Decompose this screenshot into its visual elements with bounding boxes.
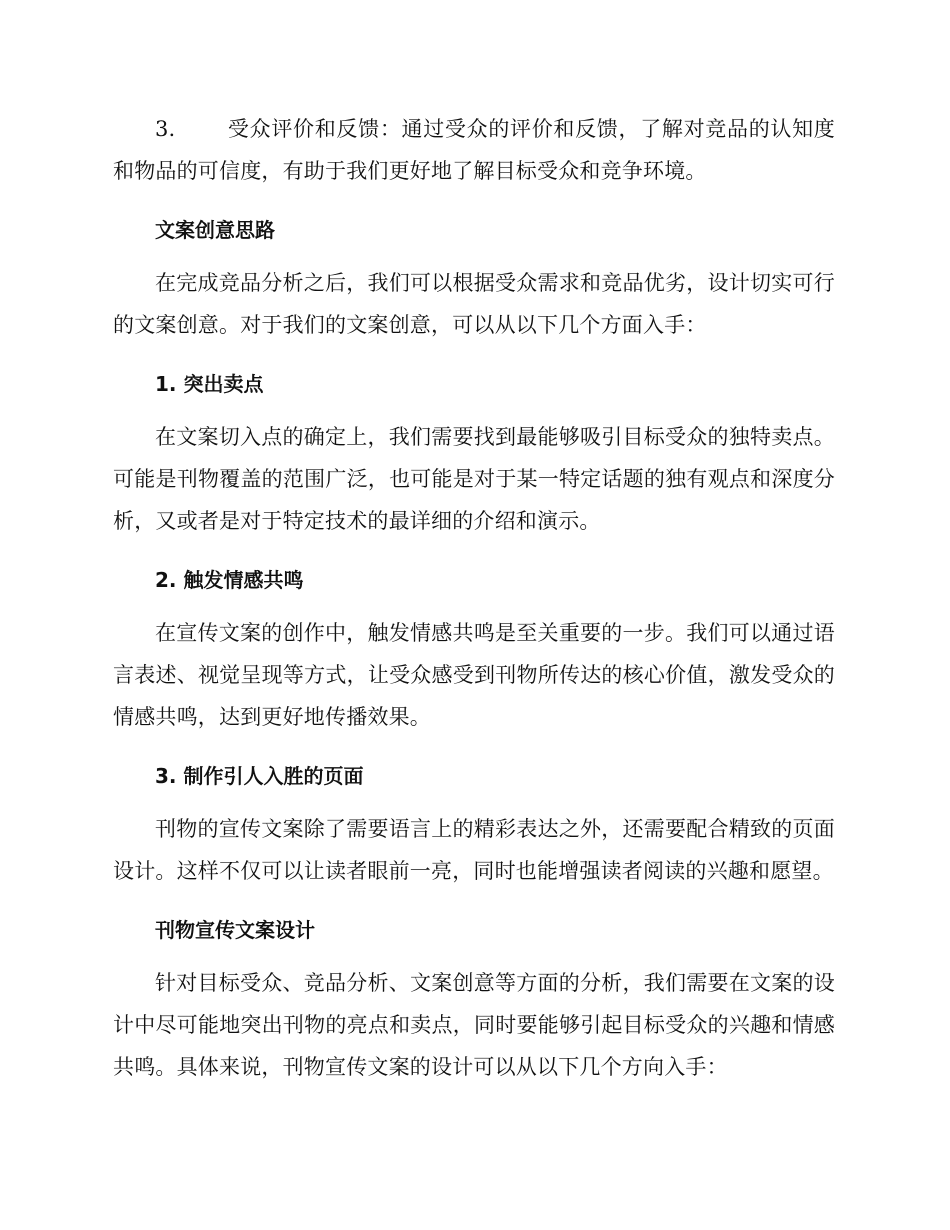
list-item-3 — [113, 108, 835, 192]
list-item-3-number: 3. — [155, 117, 176, 141]
heading-copy-design: 刊物宣传文案设计 — [155, 918, 315, 942]
paragraph-copy-idea: 在完成竞品分析之后，我们可以根据受众需求和竞品优劣，设计切实可行的文案创意。对于我们的文案创意，可以从以下几个方面入手： — [113, 271, 835, 337]
paragraph-emotional-resonance: 在宣传文案的创作中，触发情感共鸣是至关重要的一步。我们可以通过语言表述、视觉呈现等方式，让受众感受到刊物所传达的核心价值，激发受众的情感共鸣，达到更好地传播效果。 — [113, 621, 835, 729]
paragraph-engaging-page: 刊物的宣传文案除了需要语言上的精彩表达之外，还需要配合精致的页面设计。这样不仅可以让读者眼前一亮，同时也能增强读者阅读的兴趣和愿望。 — [113, 817, 835, 883]
heading-emotional-resonance: 2. 触发情感共鸣 — [155, 568, 304, 592]
paragraph-copy-design: 针对目标受众、竞品分析、文案创意等方面的分析，我们需要在文案的设计中尽可能地突出刊物的亮点和卖点，同时要能够引起目标受众的兴趣和情感共鸣。具体来说，刊物宣传文案的设计可以从以下几个方向入手： — [113, 971, 835, 1079]
document-body — [113, 108, 835, 1088]
heading-selling-point: 1. 突出卖点 — [155, 372, 264, 396]
heading-engaging-page: 3. 制作引人入胜的页面 — [155, 764, 364, 788]
paragraph-selling-point: 在文案切入点的确定上，我们需要找到最能够吸引目标受众的独特卖点。可能是刊物覆盖的范围广泛，也可能是对于某一特定话题的独有观点和深度分析，又或者是对于特定技术的最详细的介绍和演示。 — [113, 425, 835, 533]
heading-copy-idea: 文案创意思路 — [155, 218, 275, 242]
list-item-3-text: 受众评价和反馈：通过受众的评价和反馈，了解对竞品的认知度和物品的可信度，有助于我们更好地了解目标受众和竞争环境。 — [113, 117, 835, 183]
